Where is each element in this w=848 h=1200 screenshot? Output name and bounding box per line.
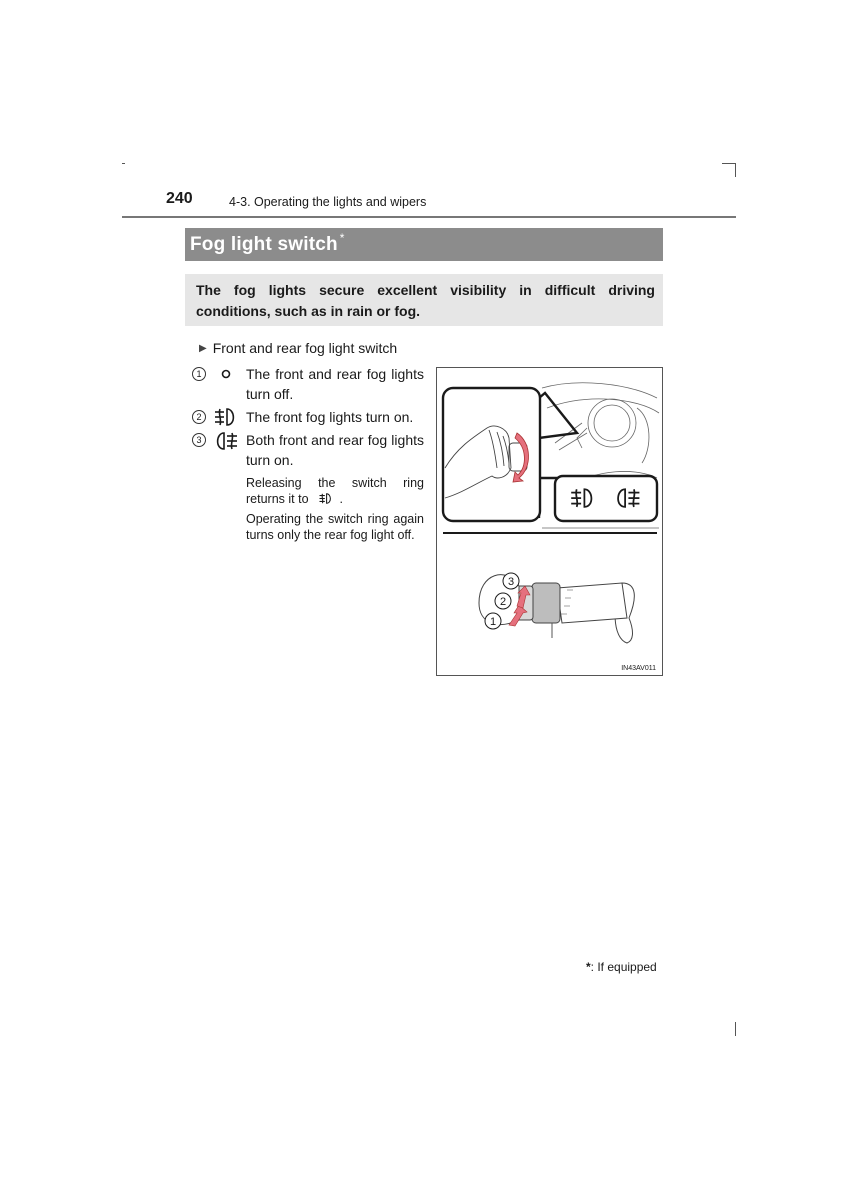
item-text-3: Both front and rear fog lights turn on. bbox=[246, 432, 424, 468]
release-note-text: Releasing the switch ring returns it to bbox=[246, 476, 424, 506]
rear-fog-icon bbox=[213, 430, 239, 452]
footnote-text: : If equipped bbox=[590, 960, 657, 974]
header-divider bbox=[122, 216, 736, 218]
subsection-heading bbox=[199, 340, 397, 356]
intro-text: The fog lights secure excellent visibility in difficult driving conditions, such as in rain or fog. bbox=[196, 282, 655, 319]
section-reference: 4-3. Operating the lights and wipers bbox=[229, 195, 427, 209]
crop-mark-top-left bbox=[122, 163, 125, 164]
item-text-2: The front fog lights turn on. bbox=[246, 409, 414, 425]
item-number-1: 1 bbox=[192, 367, 206, 381]
section-title-bar bbox=[185, 228, 663, 261]
callout-label-2: 2 bbox=[499, 596, 507, 608]
subsection-label: Front and rear fog light switch bbox=[212, 340, 398, 356]
crop-mark-bottom-right bbox=[735, 1022, 736, 1036]
item-text-1: The front and rear fog lights turn off. bbox=[246, 366, 424, 402]
footnote-marker: * bbox=[586, 960, 591, 974]
symbol-inset-box bbox=[555, 476, 657, 521]
intro-box bbox=[185, 274, 663, 326]
triangle-bullet-icon: ▶ bbox=[199, 342, 207, 354]
callout-label-1: 1 bbox=[489, 616, 497, 628]
crop-mark-top-right-h bbox=[722, 163, 736, 164]
crop-mark-top-right-v bbox=[735, 163, 736, 177]
release-note-end: . bbox=[339, 492, 343, 506]
front-fog-icon bbox=[213, 406, 239, 428]
front-fog-small-icon bbox=[316, 492, 336, 505]
fog-off-icon bbox=[219, 367, 233, 381]
page-number: 240 bbox=[166, 190, 193, 207]
figure-frame bbox=[436, 367, 663, 676]
title-footnote-marker: * bbox=[339, 230, 345, 245]
figure-code: IN43AV011 bbox=[621, 665, 656, 672]
page-title: Fog light switch bbox=[190, 233, 338, 255]
item-number-2: 2 bbox=[192, 410, 206, 424]
callout-label-3: 3 bbox=[507, 576, 515, 588]
operate-note: Operating the switch ring again turns only the rear fog light off. bbox=[246, 512, 424, 542]
item-number-3: 3 bbox=[192, 433, 206, 447]
footnote bbox=[586, 960, 657, 974]
release-note bbox=[246, 475, 424, 507]
fog-switch-illustration bbox=[437, 368, 662, 675]
